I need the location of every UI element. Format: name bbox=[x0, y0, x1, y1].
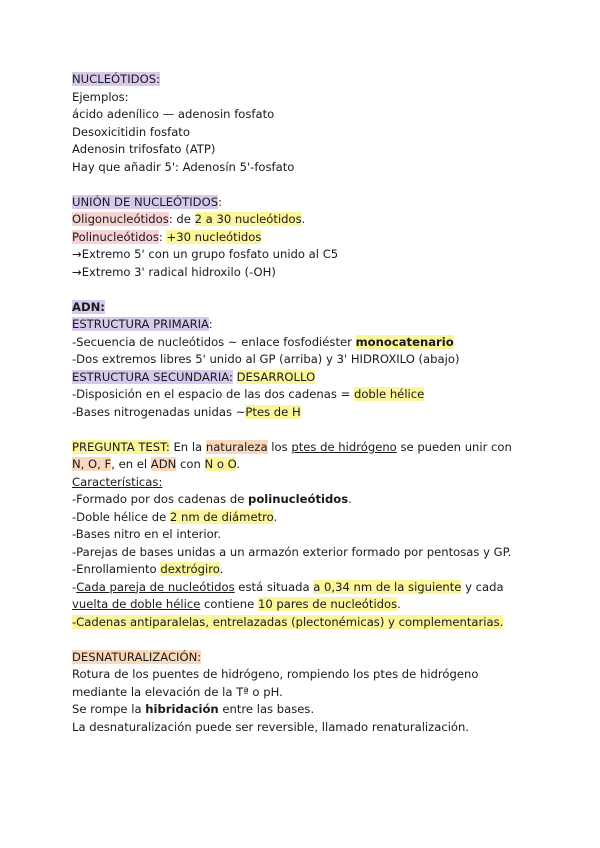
dextrogiro: dextrógiro bbox=[160, 562, 220, 576]
primaria-heading-line bbox=[72, 316, 542, 334]
text: . bbox=[397, 597, 401, 611]
nof: N, O, F bbox=[72, 457, 112, 471]
text-line: La desnaturalización puede ser reversible, llamado renaturalización. bbox=[72, 719, 470, 734]
text: . bbox=[348, 492, 352, 506]
ptes-de-h: Ptes de H bbox=[245, 404, 301, 419]
text: los bbox=[267, 439, 292, 454]
formado-line bbox=[72, 491, 542, 509]
text: . bbox=[236, 457, 240, 471]
naturaleza: naturaleza bbox=[205, 439, 268, 454]
spacer bbox=[72, 631, 542, 649]
diametro: 2 nm de diámetro bbox=[169, 509, 274, 524]
nucleotidos-heading-line bbox=[72, 71, 542, 89]
text: entre las bases. bbox=[218, 702, 315, 716]
text: . bbox=[219, 562, 224, 576]
doble-helice: doble hélice bbox=[353, 387, 425, 401]
n-o-o: N o O bbox=[204, 457, 237, 471]
spacer bbox=[72, 281, 542, 299]
text-line: →Extremo 3' radical hidroxilo (-OH) bbox=[72, 264, 276, 279]
desarrollo-tag: DESARROLLO bbox=[236, 369, 316, 384]
spacer bbox=[72, 176, 542, 194]
text-line: mediante la elevación de la Tª o pH. bbox=[72, 684, 283, 699]
poli-value: +30 nucleótidos bbox=[166, 229, 262, 244]
monocatenario: monocatenario bbox=[355, 334, 454, 349]
spacer bbox=[72, 421, 542, 439]
text-line: -Dos extremos libres 5' unido al GP (arriba) y 3' HIDROXILO (abajo) bbox=[72, 352, 460, 366]
text: se pueden unir con bbox=[396, 439, 512, 454]
text: . bbox=[301, 212, 306, 226]
text-line: -Bases nitro en el interior. bbox=[72, 527, 222, 541]
text: , en el bbox=[111, 457, 151, 471]
section-heading: ADN: bbox=[72, 299, 105, 314]
oligo-value: 2 a 30 nucleótidos bbox=[194, 212, 302, 226]
subheading: ESTRUCTURA PRIMARIA bbox=[72, 317, 209, 331]
text-line: -Parejas de bases unidas a un armazón exterior formado por pentosas y GP. bbox=[72, 544, 512, 559]
text: -Formado por dos cadenas de bbox=[72, 492, 249, 506]
hibridacion: hibridación bbox=[145, 702, 219, 716]
vuelta: vuelta de doble hélice bbox=[72, 597, 201, 611]
poli-label: Polinucleótidos bbox=[72, 229, 159, 244]
secundaria-heading-line bbox=[72, 369, 542, 387]
text: - bbox=[72, 579, 77, 594]
cada-pareja: Cada pareja de nucleótidos bbox=[76, 579, 235, 594]
subheading: ESTRUCTURA SECUNDARIA: bbox=[72, 369, 233, 384]
polinucleotidos: polinucleótidos bbox=[248, 492, 349, 506]
document-body bbox=[72, 71, 542, 736]
text: -Bases nitrogenadas unidas ~ bbox=[72, 404, 246, 419]
text: En la bbox=[169, 439, 206, 454]
pregunta-line-1 bbox=[72, 439, 542, 457]
heading-colon: : bbox=[208, 317, 213, 331]
pares: 10 pares de nucleótidos bbox=[257, 597, 398, 611]
text: y cada bbox=[461, 579, 504, 594]
pregunta-line-2 bbox=[72, 456, 542, 474]
text-line: Hay que añadir 5': Adenosín 5'-fosfato bbox=[72, 159, 295, 174]
text: -Disposición en el espacio de las dos cadenas = bbox=[72, 387, 354, 401]
text-line: Ejemplos: bbox=[72, 89, 129, 104]
text: -Enrollamiento bbox=[72, 562, 161, 576]
section-heading: UNIÓN DE NUCLEÓTIDOS bbox=[72, 194, 219, 209]
union-heading-line bbox=[72, 194, 542, 212]
disposicion-line bbox=[72, 386, 542, 404]
doble-line bbox=[72, 509, 542, 527]
section-heading: NUCLEÓTIDOS: bbox=[72, 72, 160, 86]
text: -Doble hélice de bbox=[72, 509, 170, 524]
text: : bbox=[158, 229, 167, 244]
enrollamiento-line bbox=[72, 561, 542, 579]
text-line: Rotura de los puentes de hidrógeno, rompiendo los ptes de hidrógeno bbox=[72, 667, 479, 681]
section-heading: DESNATURALIZACIÓN: bbox=[72, 649, 202, 664]
heading-colon: : bbox=[218, 194, 222, 209]
text: : de bbox=[168, 212, 195, 226]
text-line: →Extremo 5' con un grupo fosfato unido al C5 bbox=[72, 247, 339, 261]
poli-line bbox=[72, 229, 542, 247]
caracteristicas-heading-line bbox=[72, 474, 542, 492]
text: con bbox=[176, 457, 205, 471]
oligo-label: Oligonucleótidos bbox=[72, 212, 169, 226]
secuencia-line bbox=[72, 334, 542, 352]
text: -Secuencia de nucleótidos ~ enlace fosfodiéster bbox=[72, 334, 356, 349]
cadenas: -Cadenas antiparalelas, entrelazadas (plectonémicas) y complementarias. bbox=[72, 614, 504, 629]
vuelta-line bbox=[72, 596, 542, 614]
text: contiene bbox=[200, 597, 258, 611]
text: . bbox=[273, 509, 278, 524]
text-line: Adenosin trifosfato (ATP) bbox=[72, 142, 216, 156]
adn-heading-line bbox=[72, 299, 542, 317]
text-line: ácido adenílico — adenosin fosfato bbox=[72, 107, 275, 121]
pregunta-label: PREGUNTA TEST: bbox=[72, 439, 170, 454]
oligo-line bbox=[72, 211, 542, 229]
desnat-heading-line bbox=[72, 649, 542, 667]
cada-line bbox=[72, 579, 542, 597]
hibridacion-line bbox=[72, 701, 542, 719]
cadenas-line bbox=[72, 614, 542, 632]
ptes-hidrogeno: ptes de hidrógeno bbox=[291, 439, 397, 454]
distancia: a 0,34 nm de la siguiente bbox=[313, 579, 462, 594]
text: está situada bbox=[234, 579, 314, 594]
adn: ADN bbox=[150, 457, 177, 471]
text: Se rompe la bbox=[72, 702, 146, 716]
subheading: Características: bbox=[72, 474, 163, 489]
bases-line bbox=[72, 404, 542, 422]
text-line: Desoxicitidin fosfato bbox=[72, 124, 190, 139]
